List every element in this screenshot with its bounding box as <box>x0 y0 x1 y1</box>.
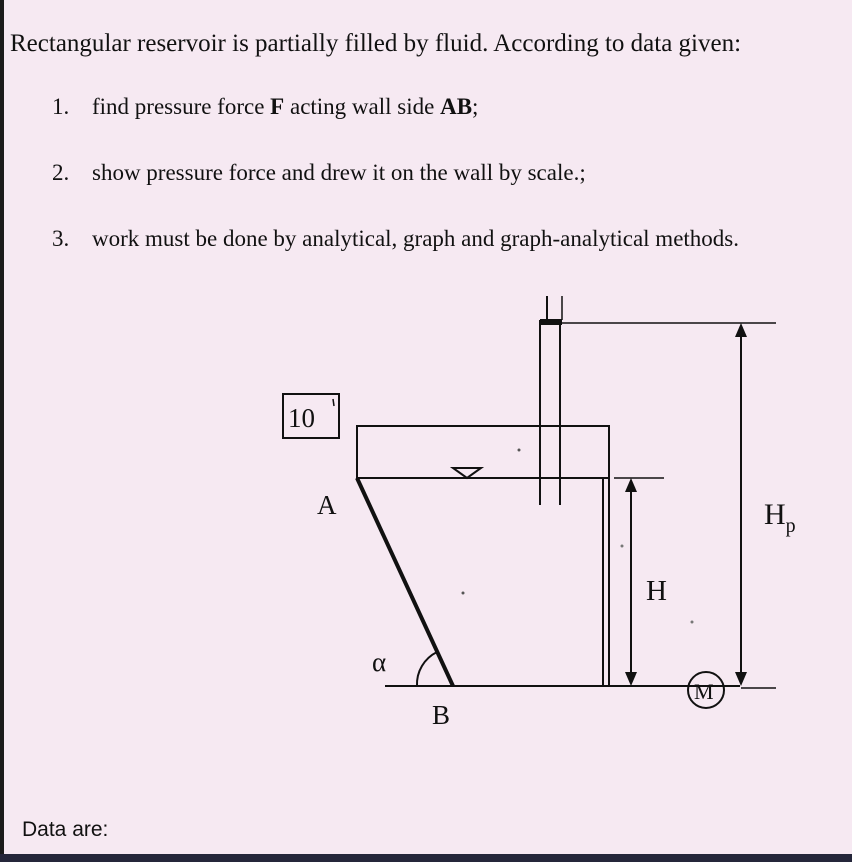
rod-cap <box>540 319 562 325</box>
task-number: 3. <box>52 226 70 251</box>
scan-dot <box>462 592 465 595</box>
point-B-label: B <box>432 700 451 730</box>
scan-dot <box>691 621 694 624</box>
problem-statement: Rectangular reservoir is partially filled by fluid. According to data given: <box>10 30 742 57</box>
hp-main: H <box>764 498 786 531</box>
hp-subscript: p <box>785 515 796 537</box>
task-text-bold: AB <box>440 94 473 119</box>
variant-tick-mark <box>333 399 334 406</box>
hp-arrow-bottom <box>735 672 747 686</box>
bottom-strip <box>0 854 852 862</box>
point-A-label: A <box>317 490 337 520</box>
task-text: show pressure force and drew it on the wall by scale.; <box>92 160 586 185</box>
h-arrow-top <box>625 478 637 492</box>
data-heading: Data are: <box>22 818 109 841</box>
task-text: acting wall side <box>284 94 441 119</box>
scan-dot <box>518 449 521 452</box>
angle-arc <box>417 652 437 686</box>
scan-dot <box>621 545 624 548</box>
task-text: ; <box>472 94 479 119</box>
depth-H-label: H <box>646 575 667 607</box>
piston-block <box>357 426 609 478</box>
height-Hp-label <box>764 498 796 537</box>
free-surface-symbol <box>453 468 481 478</box>
task-text-bold: F <box>270 94 285 119</box>
variant-number: 10 <box>288 403 315 433</box>
angle-alpha-label: α <box>372 647 387 677</box>
task-number: 1. <box>52 94 70 119</box>
hp-arrow-top <box>735 323 747 337</box>
manometer-label: M <box>694 679 714 704</box>
task-text: find pressure force <box>92 94 271 119</box>
h-arrow-bottom <box>625 672 637 686</box>
task-text: work must be done by analytical, graph and graph-analytical methods. <box>92 226 739 251</box>
task-number: 2. <box>52 160 70 185</box>
